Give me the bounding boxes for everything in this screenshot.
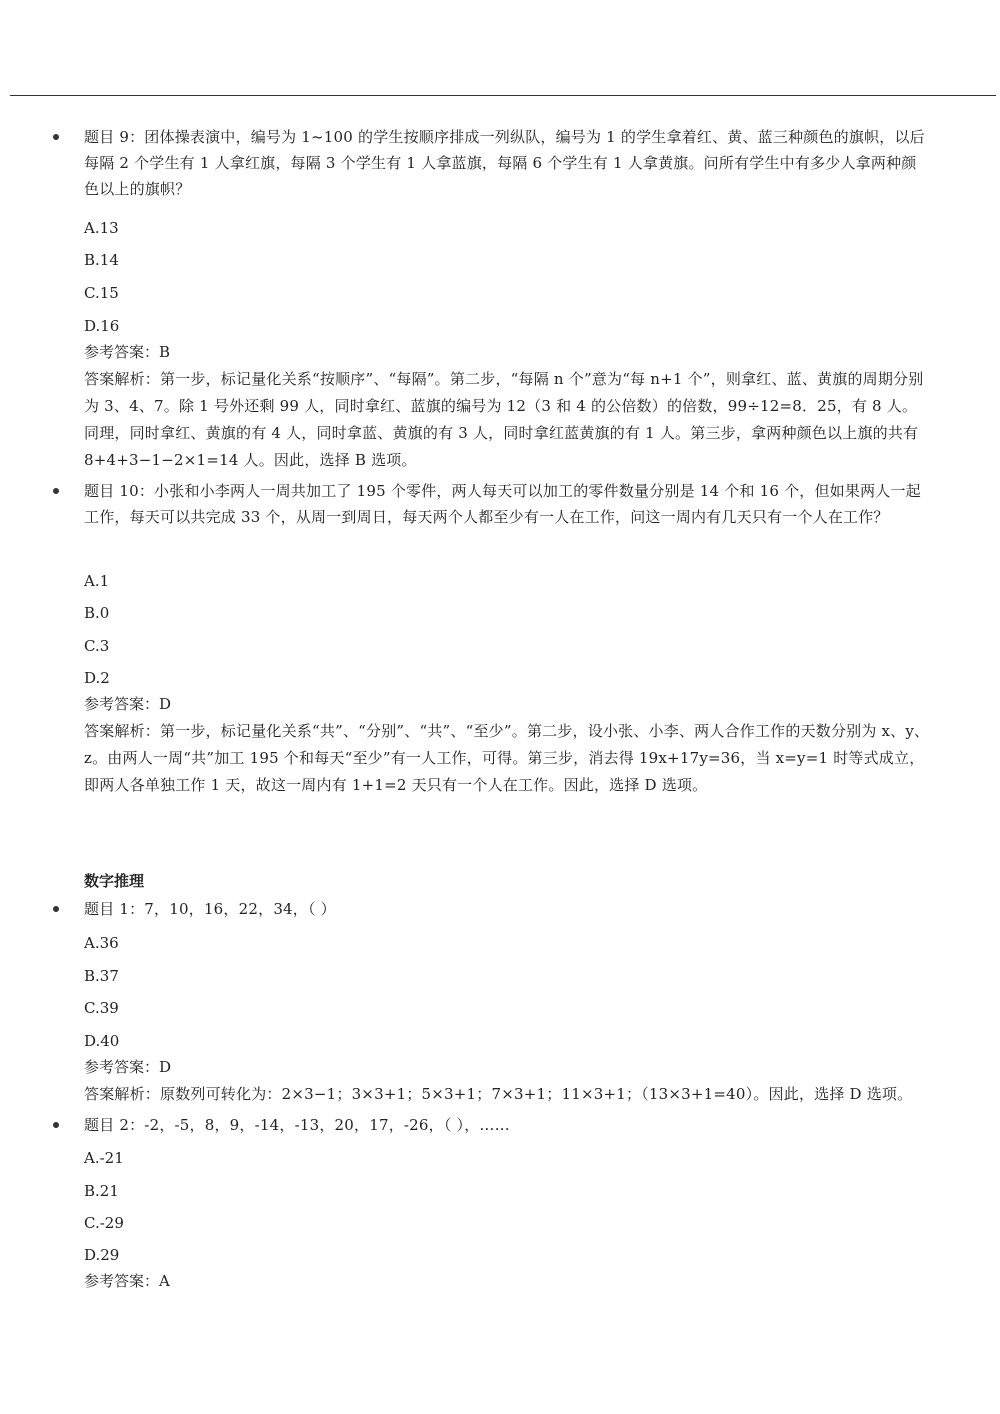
- number-question-2-text: 题目 2：-2，-5，8，9，-14，-13，20，17，-26，（ ），……: [84, 1116, 510, 1134]
- question-9-answer: 参考答案：B: [84, 343, 171, 361]
- number-question-1-option-a: A.36: [84, 934, 119, 952]
- bullet-icon: [53, 488, 59, 494]
- bullet-icon: [53, 134, 59, 140]
- number-question-2-option-a: A.-21: [84, 1149, 124, 1167]
- question-10-answer: 参考答案：D: [84, 695, 172, 713]
- question-9-option-d: D.16: [84, 317, 120, 335]
- bullet-icon: [53, 906, 59, 912]
- number-question-2-option-b: B.21: [84, 1182, 119, 1200]
- number-question-1-option-d: D.40: [84, 1032, 120, 1050]
- number-question-1-text: 题目 1：7，10，16，22，34，（ ）: [84, 900, 336, 918]
- number-question-2-option-d: D.29: [84, 1246, 120, 1264]
- question-10-option-d: D.2: [84, 669, 110, 687]
- bullet-icon: [53, 1122, 59, 1128]
- question-9-text: 题目 9：团体操表演中，编号为 1~100 的学生按顺序排成一列纵队，编号为 1 的学生拿着红、黄、蓝三种颜色的旗帜，以后每隔 2 个学生有 1 人拿红旗，每隔 3 个学生有 1 人拿蓝旗，每隔 6 个学生有 1 人拿黄旗。问所有学生中有多少人拿两种颜色以上的旗帜？: [84, 128, 925, 198]
- number-question-1-analysis: 答案解析：原数列可转化为：2×3−1；3×3+1；5×3+1；7×3+1；11×3+1；（13×3+1=40）。因此，选择 D 选项。: [84, 1085, 913, 1103]
- question-10-option-a: A.1: [84, 572, 110, 590]
- number-question-2-option-c: C.-29: [84, 1214, 124, 1232]
- number-question-2-answer: 参考答案：A: [84, 1272, 170, 1290]
- header-rule: [10, 95, 996, 96]
- section-title: 数字推理: [84, 872, 145, 890]
- question-10-text: 题目 10：小张和小李两人一周共加工了 195 个零件，两人每天可以加工的零件数量分别是 14 个和 16 个，但如果两人一起工作，每天可以共完成 33 个，从周一到周日，每天两个人都至少有一人在工作，问这一周内有几天只有一个人在工作？: [84, 482, 921, 526]
- question-10-analysis: 答案解析：第一步，标记量化关系“共”、“分别”、“共”、“至少”。第二步，设小张、小李、两人合作工作的天数分别为 x、y、z。由两人一周“共”加工 195 个和每天“至少”有一人工作，可得。第三步，消去得 19x+17y=36，当 x=y=1 时等式成立，即两人各单独工作 1 天，故这一周内有 1+1=2 天只有一个人在工作。因此，选择 D 选项。: [84, 722, 930, 794]
- question-10-option-c: C.3: [84, 637, 110, 655]
- question-9-option-a: A.13: [84, 219, 119, 237]
- question-10-option-b: B.0: [84, 604, 110, 622]
- question-9-option-b: B.14: [84, 251, 119, 269]
- number-question-1-option-b: B.37: [84, 967, 119, 985]
- number-question-1-option-c: C.39: [84, 999, 119, 1017]
- question-9-analysis: 答案解析：第一步，标记量化关系“按顺序”、“每隔”。第二步，“每隔 n 个”意为“每 n+1 个”，则拿红、蓝、黄旗的周期分别为 3、4、7。除 1 号外还剩 99 人，同时拿红、蓝旗的编号为 12（3 和 4 的公倍数）的倍数，99÷12=8．25，有 8 人。同理，同时拿红、黄旗的有 4 人，同时拿蓝、黄旗的有 3 人，同时拿红蓝黄旗的有 1 人。第三步，拿两种颜色以上旗的共有 8+4+3−1−2×1=14 人。因此，选择 B 选项。: [84, 370, 924, 469]
- number-question-1-answer: 参考答案：D: [84, 1058, 172, 1076]
- question-9-option-c: C.15: [84, 284, 119, 302]
